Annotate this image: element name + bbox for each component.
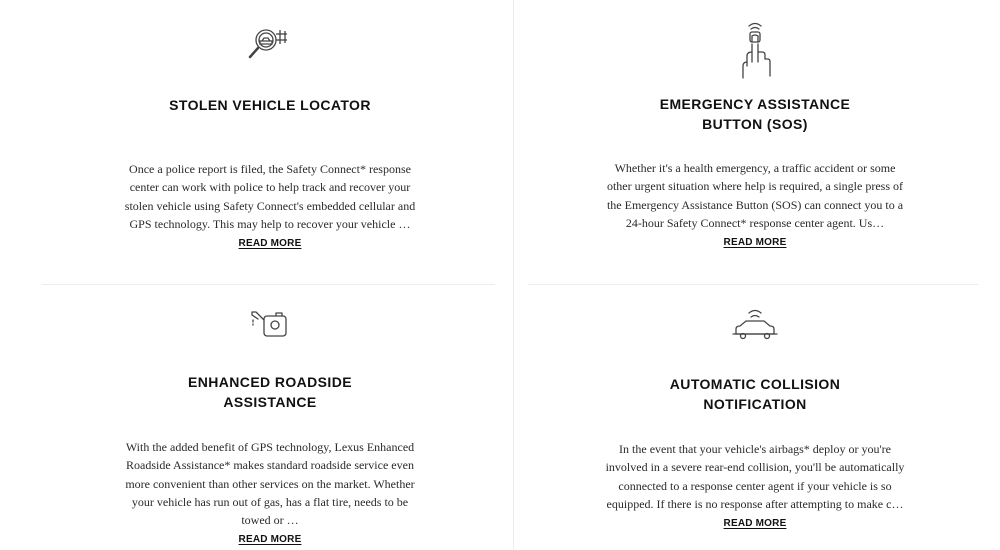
fuel-can-icon xyxy=(246,306,294,342)
row-divider-right xyxy=(528,284,978,285)
feature-description-line: involved in a severe rear-end collision, you'll be automatically xyxy=(605,460,905,475)
feature-description-line: more convenient than other services on the market. Whether xyxy=(125,476,415,491)
magnifier-car-icon xyxy=(245,22,295,66)
feature-description-line: equipped. If there is no response after attempting to make c… xyxy=(606,496,904,511)
feature-title-line: AUTOMATIC COLLISION xyxy=(669,376,841,392)
feature-description xyxy=(520,159,990,232)
feature-title-line: ASSISTANCE xyxy=(223,394,317,410)
feature-description-line: other urgent situation where help is required, a single press of xyxy=(606,179,904,194)
feature-description-line: Whether it's a health emergency, a traffic accident or some xyxy=(614,161,896,175)
feature-title xyxy=(35,95,505,115)
feature-description-line: Once a police report is filed, the Safety Connect* response xyxy=(129,162,411,176)
feature-card-automatic-collision-notification xyxy=(520,306,990,531)
feature-description-line: GPS technology. This may help to recover your vehicle … xyxy=(129,216,411,231)
feature-description-line: In the event that your vehicle's airbags* deploy or you're xyxy=(619,442,891,456)
feature-title xyxy=(35,372,505,412)
feature-card-emergency-assistance xyxy=(520,18,990,250)
feature-card-enhanced-roadside-assistance xyxy=(35,306,505,547)
feature-title xyxy=(520,94,990,134)
feature-title-line: EMERGENCY ASSISTANCE xyxy=(659,96,851,112)
feature-description-line: 24-hour Safety Connect* response center agent. Us… xyxy=(625,215,885,230)
read-more-link[interactable]: READ MORE xyxy=(723,518,787,530)
feature-description xyxy=(35,438,505,529)
feature-description xyxy=(520,440,990,513)
feature-card-stolen-vehicle-locator xyxy=(35,22,505,251)
feature-title-line: STOLEN VEHICLE LOCATOR xyxy=(169,97,371,113)
feature-description xyxy=(35,160,505,233)
car-signal-icon xyxy=(730,306,780,342)
feature-description-line: connected to a response center agent if your vehicle is so xyxy=(618,478,892,493)
feature-title xyxy=(520,374,990,414)
feature-description-line: towed or … xyxy=(241,513,299,528)
feature-description-line: your vehicle has run out of gas, has a flat tire, needs to be xyxy=(131,494,409,509)
read-more-link[interactable]: READ MORE xyxy=(238,238,302,250)
feature-description-line: the Emergency Assistance Button (SOS) can connect you to a xyxy=(606,197,904,212)
feature-title-line: ENHANCED ROADSIDE xyxy=(188,374,352,390)
feature-title-line: NOTIFICATION xyxy=(703,396,807,412)
feature-description-line: With the added benefit of GPS technology, Lexus Enhanced xyxy=(125,440,415,454)
row-divider-left xyxy=(42,284,495,285)
finger-press-button-icon xyxy=(735,18,775,80)
read-more-link[interactable]: READ MORE xyxy=(238,534,302,546)
read-more-link[interactable]: READ MORE xyxy=(723,237,787,249)
column-divider xyxy=(513,0,514,550)
feature-description-line: center can work with police to help track and recover your xyxy=(129,180,411,195)
feature-title-line: BUTTON (SOS) xyxy=(702,116,808,132)
feature-description-line: Roadside Assistance* makes standard roadside service even xyxy=(126,458,414,473)
feature-description-line: stolen vehicle using Safety Connect's embedded cellular and xyxy=(124,198,416,213)
